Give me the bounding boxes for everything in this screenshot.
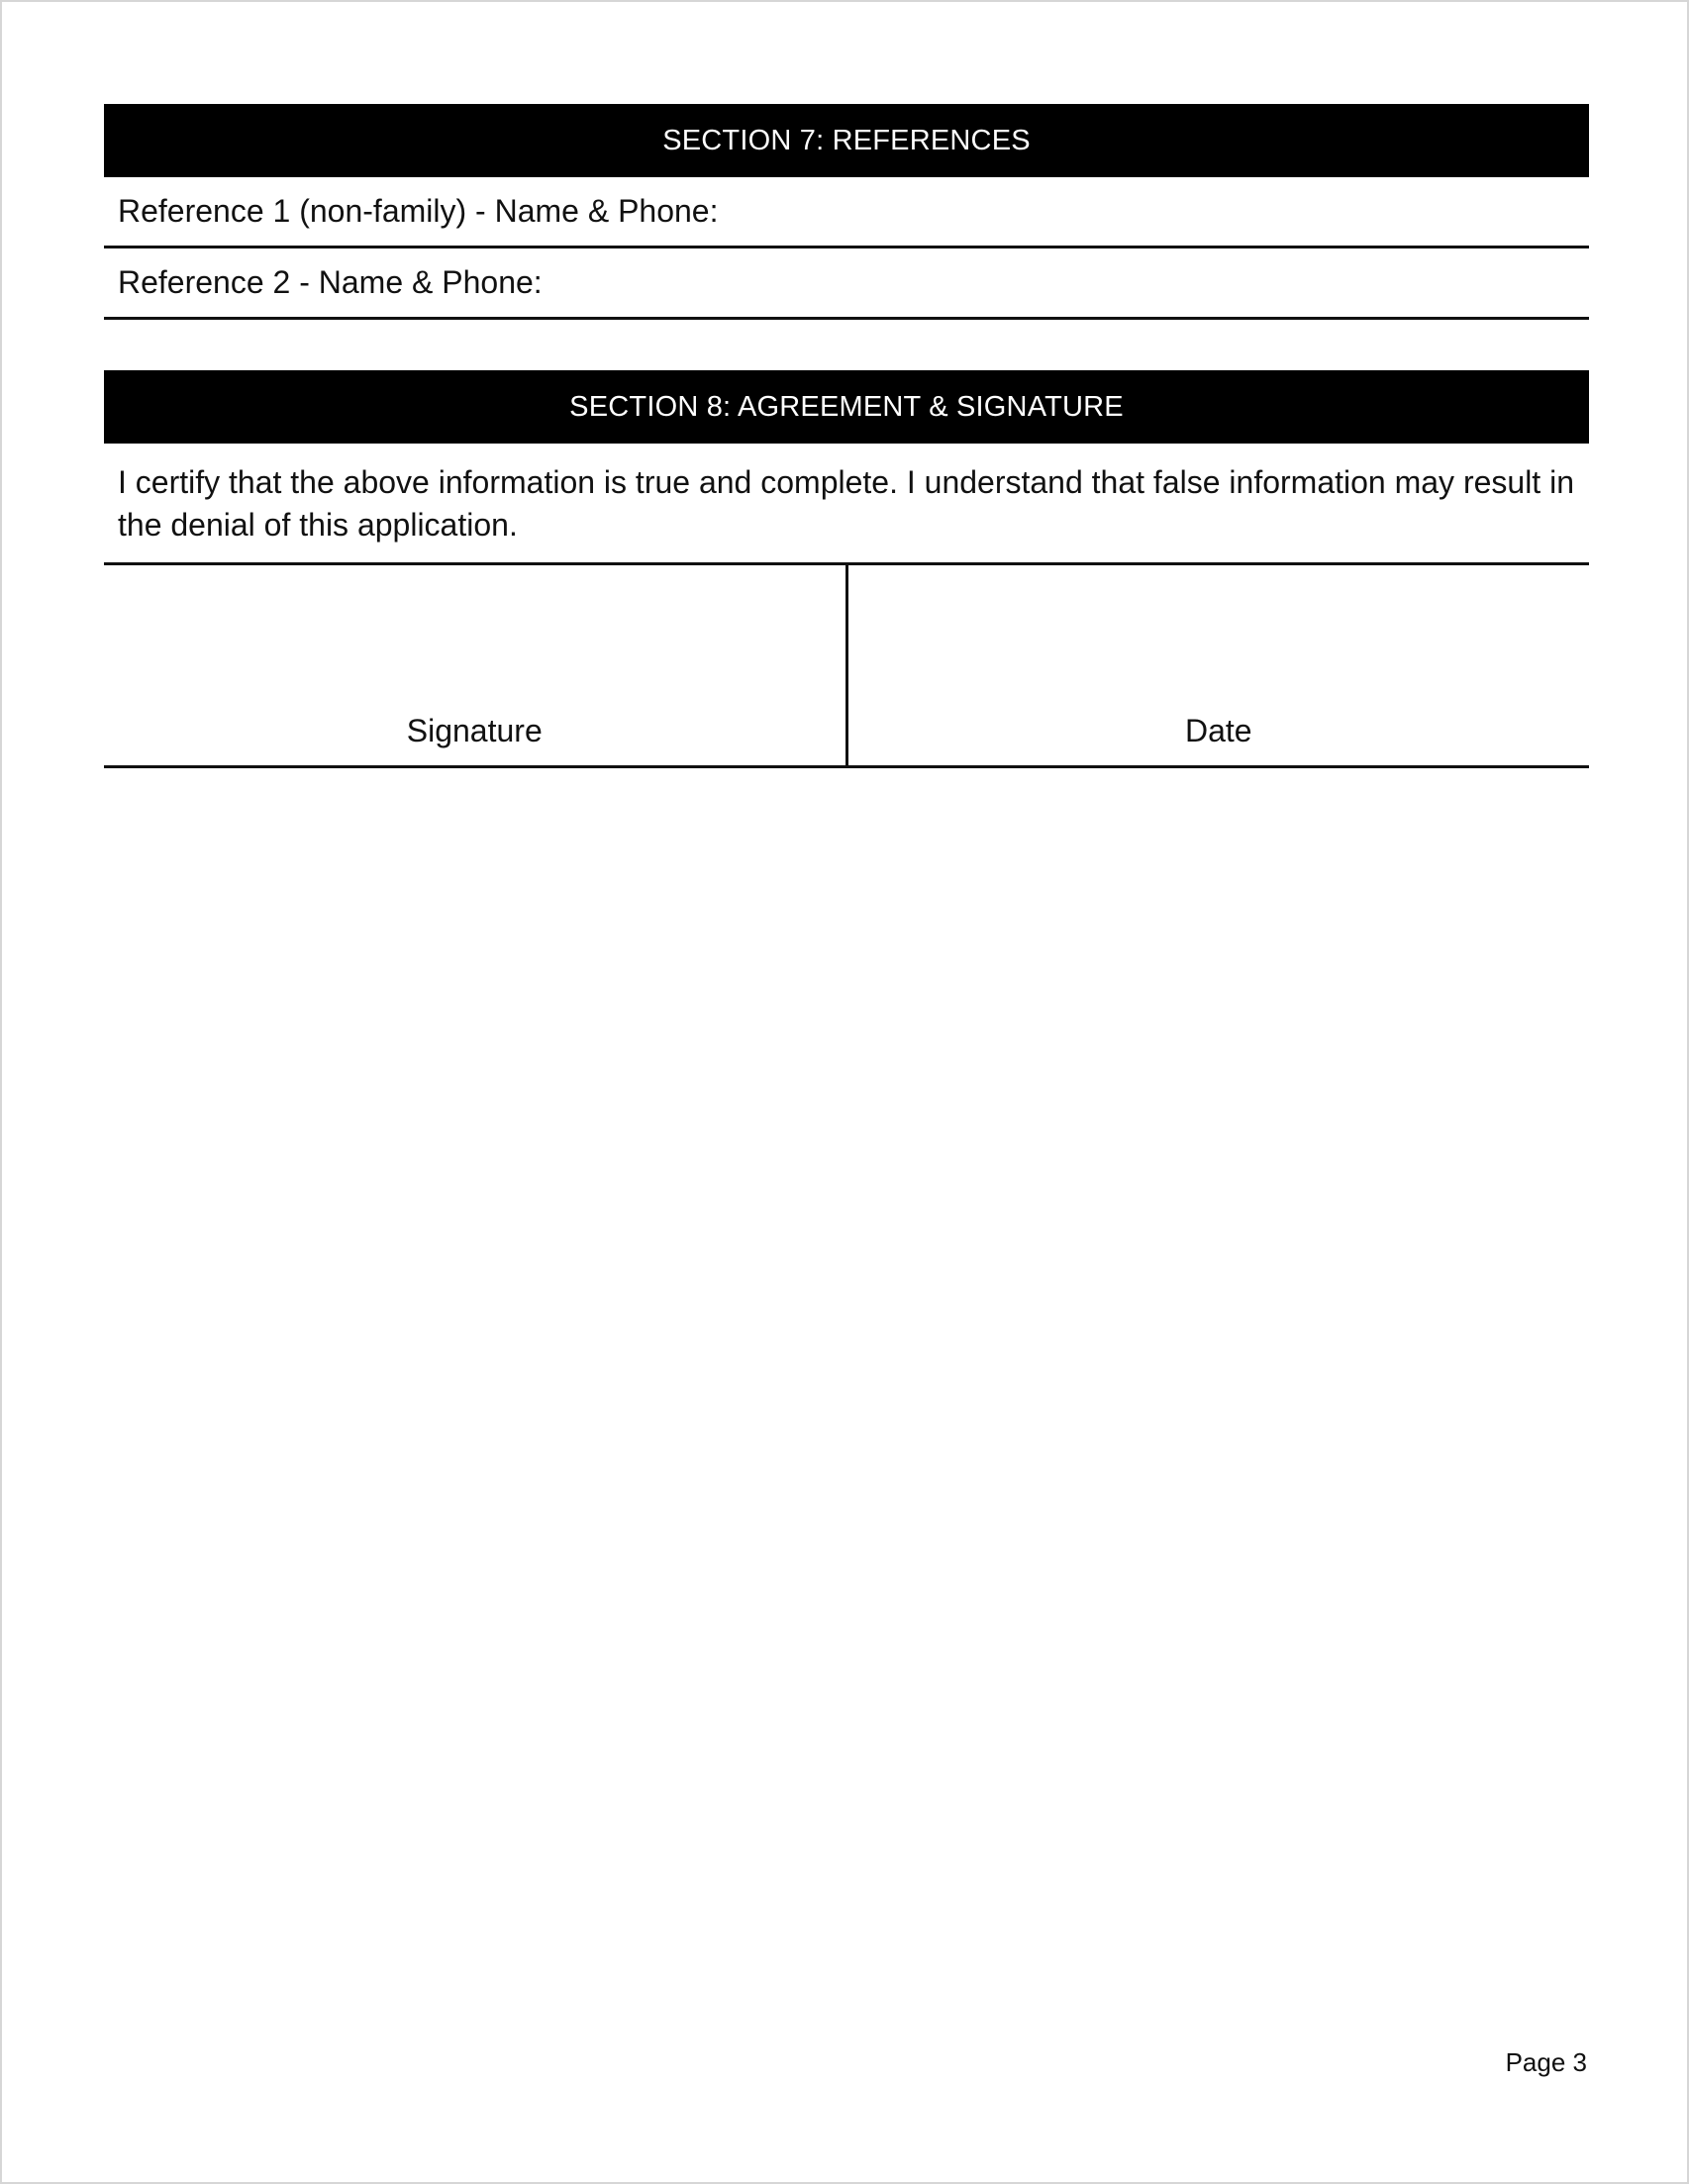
- reference-1-field[interactable]: [104, 177, 1589, 248]
- date-label: Date: [1184, 713, 1252, 748]
- section-spacer: [104, 320, 1589, 370]
- signature-field[interactable]: [104, 565, 848, 765]
- section-8-header: SECTION 8: AGREEMENT & SIGNATURE: [104, 370, 1589, 444]
- page-number: Page 3: [1505, 2047, 1587, 2077]
- reference-2-field[interactable]: [104, 248, 1589, 320]
- form-content: [104, 104, 1589, 768]
- signature-label: Signature: [406, 713, 543, 748]
- agreement-statement: I certify that the above information is true and complete. I understand that false information may result in the denial of this application.: [104, 444, 1589, 565]
- date-field[interactable]: [848, 565, 1590, 765]
- reference-2-label: Reference 2 - Name & Phone:: [118, 264, 543, 300]
- signature-row: [104, 565, 1589, 768]
- reference-1-label: Reference 1 (non-family) - Name & Phone:: [118, 193, 719, 229]
- section-7-header: SECTION 7: REFERENCES: [104, 104, 1589, 177]
